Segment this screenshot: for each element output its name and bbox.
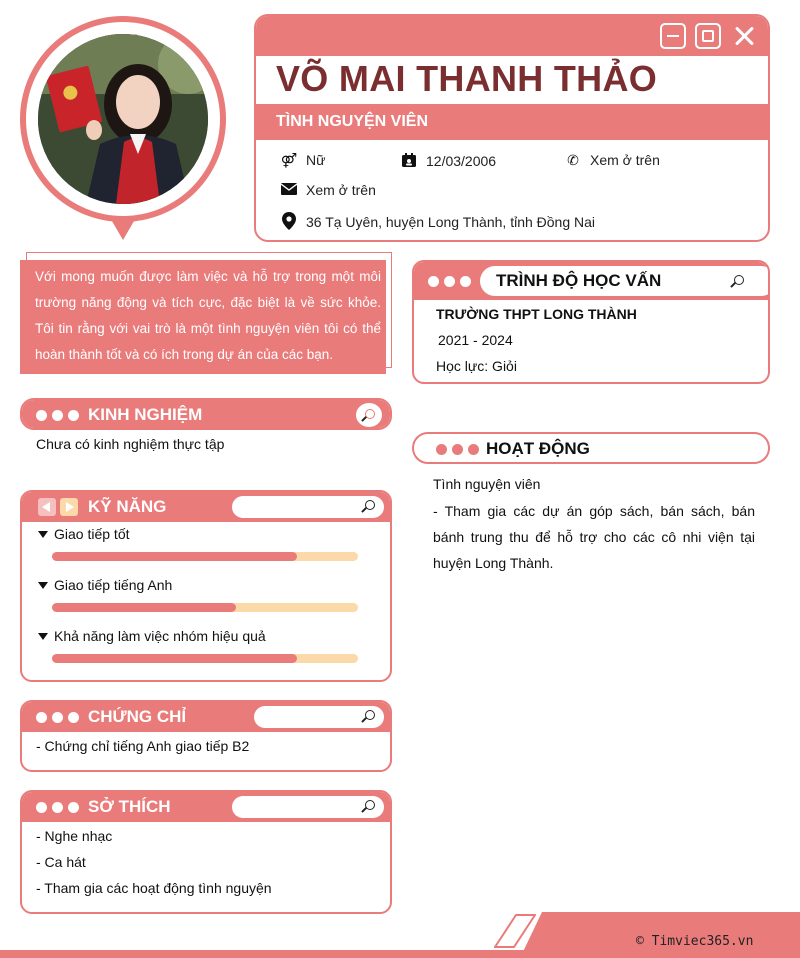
dots-icon — [36, 712, 79, 723]
certificate-item: - Chứng chỉ tiếng Anh giao tiếp B2 — [36, 738, 250, 754]
gender-value: Nữ — [306, 152, 326, 168]
skill-label: Giao tiếp tiếng Anh — [54, 577, 173, 593]
caret-down-icon — [38, 531, 48, 538]
education-title: TRÌNH ĐỘ HỌC VẤN — [496, 271, 662, 290]
experience-title: KINH NGHIỆM — [88, 405, 203, 424]
map-pin-icon — [280, 212, 298, 232]
activity-description: - Tham gia các dự án góp sách, bán sách, bán bánh trung thu để hỗ trợ cho các cô nhi viện tại huyện Long Thành. — [433, 503, 755, 571]
certificates-title: CHỨNG CHỈ — [88, 707, 187, 726]
skill-bar-fill — [52, 654, 297, 663]
certificates-card — [20, 700, 392, 772]
dots-icon — [36, 410, 79, 421]
calendar-icon — [400, 152, 418, 170]
search-icon — [365, 500, 375, 510]
job-title: TÌNH NGUYỆN VIÊN — [276, 113, 429, 130]
address-value: 36 Tạ Uyên, huyện Long Thành, tỉnh Đồng Nai — [306, 214, 596, 230]
footer-credit: © Timviec365.vn — [636, 934, 754, 949]
search-icon — [365, 409, 375, 419]
skill-label: Khả năng làm việc nhóm hiệu quả — [54, 628, 266, 644]
skill-item — [38, 577, 172, 593]
certificates-search-input[interactable] — [254, 706, 384, 728]
skill-bar-fill — [52, 603, 236, 612]
education-grade: Học lực: Giỏi — [436, 358, 517, 374]
envelope-icon — [280, 183, 298, 197]
avatar-decor-arc — [8, 4, 239, 235]
job-title-band — [256, 104, 768, 140]
birthdate-value: 12/03/2006 — [426, 153, 497, 169]
activities-header — [412, 432, 770, 464]
school-name: TRƯỜNG THPT LONG THÀNH — [436, 306, 637, 322]
skill-bar — [52, 603, 358, 612]
window-title-bar — [256, 16, 768, 56]
hobbies-search-input[interactable] — [232, 796, 384, 818]
skill-bar — [52, 654, 358, 663]
search-icon — [365, 800, 375, 810]
gender-icon: ⚤ — [280, 152, 298, 168]
hobbies-title: SỞ THÍCH — [88, 797, 171, 816]
skill-bar-fill — [52, 552, 297, 561]
avatar-pointer — [109, 216, 137, 240]
search-icon — [734, 275, 744, 285]
career-objective-text: Với mong muốn được làm việc và hỗ trợ trong một môi trường năng động và tích cực, đặc biệt là về sức khỏe. Tôi tin rằng với vai trò là một tình nguyện viên tôi có thể hoàn thành tốt và có ích trong dự án của các bạn. — [35, 269, 381, 362]
education-title-pill — [480, 266, 770, 296]
experience-header — [20, 398, 392, 430]
gender-row — [280, 152, 325, 168]
hobbies-card — [20, 790, 392, 914]
search-icon — [365, 710, 375, 720]
hobby-item: - Ca hát — [36, 854, 86, 870]
hobby-item: - Tham gia các hoạt động tình nguyện — [36, 880, 272, 896]
activities-title: HOẠT ĐỘNG — [486, 439, 590, 458]
footer-band — [0, 950, 800, 958]
minimize-icon — [660, 23, 686, 49]
skill-bar — [52, 552, 358, 561]
education-years: 2021 - 2024 — [438, 332, 513, 348]
phone-row — [564, 152, 660, 168]
skills-search-input[interactable] — [232, 496, 384, 518]
dots-icon — [36, 802, 79, 813]
phone-value: Xem ở trên — [590, 152, 660, 168]
experience-search-button[interactable] — [356, 403, 382, 427]
header-card — [254, 14, 770, 242]
caret-down-icon — [38, 633, 48, 640]
close-icon — [731, 23, 757, 49]
skill-item — [38, 526, 130, 542]
dots-icon — [436, 444, 479, 455]
maximize-icon — [695, 23, 721, 49]
dots-icon — [428, 276, 471, 287]
experience-text: Chưa có kinh nghiệm thực tập — [36, 436, 225, 452]
activity-role: Tình nguyện viên — [433, 476, 541, 492]
phone-icon: ✆ — [567, 152, 579, 168]
skill-label: Giao tiếp tốt — [54, 526, 130, 542]
arrow-right-icon[interactable] — [60, 498, 78, 516]
address-row — [280, 212, 595, 232]
skill-item — [38, 628, 266, 644]
hobby-item: - Nghe nhạc — [36, 828, 113, 844]
footer-stripe — [494, 914, 536, 948]
email-value: Xem ở trên — [306, 182, 376, 198]
email-row — [280, 182, 376, 198]
education-card — [412, 260, 770, 384]
candidate-name: VÕ MAI THANH THẢO — [276, 58, 658, 99]
caret-down-icon — [38, 582, 48, 589]
arrow-left-icon[interactable] — [38, 498, 56, 516]
skills-title: KỸ NĂNG — [88, 497, 167, 516]
birthdate-row — [400, 152, 496, 170]
skills-card — [20, 490, 392, 682]
